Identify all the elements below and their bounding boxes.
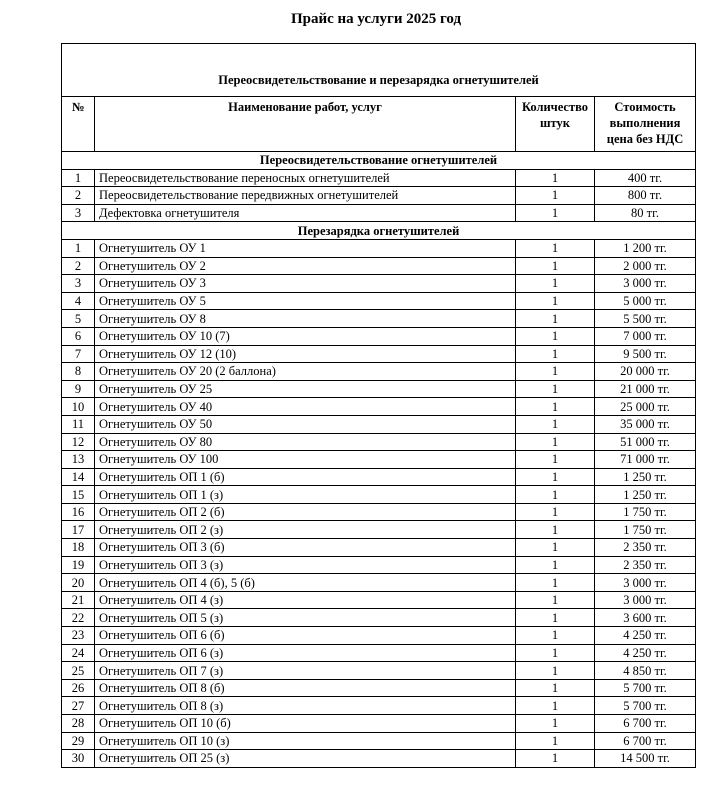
quantity: 1: [516, 627, 595, 645]
service-name: Огнетушитель ОУ 40: [95, 398, 516, 416]
column-header-name: Наименование работ, услуг: [95, 97, 516, 152]
quantity: 1: [516, 257, 595, 275]
column-header-number: №: [62, 97, 95, 152]
price: 4 850 тг.: [595, 662, 696, 680]
row-number: 28: [62, 715, 95, 733]
quantity: 1: [516, 169, 595, 187]
page-title: Прайс на услуги 2025 год: [290, 11, 462, 27]
table-row: [62, 679, 696, 697]
row-number: 4: [62, 292, 95, 310]
service-name: Огнетушитель ОУ 12 (10): [95, 345, 516, 363]
price: 800 тг.: [595, 187, 696, 205]
price: 1 750 тг.: [595, 503, 696, 521]
price: 3 000 тг.: [595, 591, 696, 609]
service-name: Огнетушитель ОП 6 (б): [95, 627, 516, 645]
section-title: Переосвидетельствование огнетушителей: [62, 152, 696, 170]
service-name: Огнетушитель ОП 2 (з): [95, 521, 516, 539]
service-name: Огнетушитель ОП 3 (б): [95, 539, 516, 557]
price-table: [61, 43, 696, 768]
row-number: 20: [62, 574, 95, 592]
price: 400 тг.: [595, 169, 696, 187]
table-row: [62, 310, 696, 328]
row-number: 5: [62, 310, 95, 328]
table-row: [62, 556, 696, 574]
row-number: 25: [62, 662, 95, 680]
table-row: [62, 204, 696, 222]
table-row: [62, 433, 696, 451]
price: 71 000 тг.: [595, 451, 696, 469]
price: 1 750 тг.: [595, 521, 696, 539]
row-number: 15: [62, 486, 95, 504]
table-row: [62, 363, 696, 381]
quantity: 1: [516, 363, 595, 381]
row-number: 26: [62, 679, 95, 697]
table-row: [62, 451, 696, 469]
row-number: 17: [62, 521, 95, 539]
service-name: Огнетушитель ОУ 8: [95, 310, 516, 328]
service-name: Огнетушитель ОУ 20 (2 баллона): [95, 363, 516, 381]
price: 25 000 тг.: [595, 398, 696, 416]
table-row: [62, 574, 696, 592]
service-name: Огнетушитель ОУ 10 (7): [95, 327, 516, 345]
column-header-price: Стоимость выполнения цена без НДС: [595, 97, 696, 152]
table-row: [62, 539, 696, 557]
price: 1 200 тг.: [595, 239, 696, 257]
row-number: 22: [62, 609, 95, 627]
quantity: 1: [516, 468, 595, 486]
table-row: [62, 415, 696, 433]
price-table-body: [62, 44, 696, 768]
service-name: Огнетушитель ОП 8 (б): [95, 679, 516, 697]
table-row: [62, 257, 696, 275]
row-number: 8: [62, 363, 95, 381]
table-row: [62, 503, 696, 521]
service-name: Огнетушитель ОУ 1: [95, 239, 516, 257]
price: 2 000 тг.: [595, 257, 696, 275]
price: 3 000 тг.: [595, 275, 696, 293]
price: 5 700 тг.: [595, 697, 696, 715]
quantity: 1: [516, 662, 595, 680]
quantity: 1: [516, 750, 595, 768]
quantity: 1: [516, 486, 595, 504]
quantity: 1: [516, 609, 595, 627]
service-name: Дефектовка огнетушителя: [95, 204, 516, 222]
table-row: [62, 398, 696, 416]
price: 9 500 тг.: [595, 345, 696, 363]
quantity: 1: [516, 679, 595, 697]
row-number: 11: [62, 415, 95, 433]
section-title: Перезарядка огнетушителей: [62, 222, 696, 240]
price: 14 500 тг.: [595, 750, 696, 768]
quantity: 1: [516, 275, 595, 293]
quantity: 1: [516, 292, 595, 310]
service-name: Огнетушитель ОУ 3: [95, 275, 516, 293]
table-row: [62, 715, 696, 733]
row-number: 12: [62, 433, 95, 451]
row-number: 23: [62, 627, 95, 645]
service-name: Огнетушитель ОП 2 (б): [95, 503, 516, 521]
price: 1 250 тг.: [595, 468, 696, 486]
quantity: 1: [516, 539, 595, 557]
quantity: 1: [516, 591, 595, 609]
quantity: 1: [516, 345, 595, 363]
service-name: Огнетушитель ОУ 100: [95, 451, 516, 469]
price: 20 000 тг.: [595, 363, 696, 381]
table-row: [62, 627, 696, 645]
quantity: 1: [516, 380, 595, 398]
table-row: [62, 380, 696, 398]
service-name: Огнетушитель ОП 7 (з): [95, 662, 516, 680]
row-number: 10: [62, 398, 95, 416]
service-name: Огнетушитель ОП 25 (з): [95, 750, 516, 768]
section-header-row: [62, 152, 696, 170]
quantity: 1: [516, 521, 595, 539]
price: 1 250 тг.: [595, 486, 696, 504]
table-row: [62, 750, 696, 768]
service-name: Огнетушитель ОП 4 (з): [95, 591, 516, 609]
table-row: [62, 609, 696, 627]
price: 5 500 тг.: [595, 310, 696, 328]
row-number: 2: [62, 187, 95, 205]
table-row: [62, 662, 696, 680]
quantity: 1: [516, 644, 595, 662]
service-name: Огнетушитель ОП 1 (б): [95, 468, 516, 486]
service-name: Огнетушитель ОП 10 (б): [95, 715, 516, 733]
table-row: [62, 345, 696, 363]
service-name: Огнетушитель ОП 1 (з): [95, 486, 516, 504]
price: 21 000 тг.: [595, 380, 696, 398]
price: 3 600 тг.: [595, 609, 696, 627]
quantity: 1: [516, 433, 595, 451]
table-row: [62, 468, 696, 486]
service-name: Переосвидетельствование переносных огнетушителей: [95, 169, 516, 187]
price: 80 тг.: [595, 204, 696, 222]
service-name: Огнетушитель ОП 5 (з): [95, 609, 516, 627]
row-number: 16: [62, 503, 95, 521]
row-number: 3: [62, 204, 95, 222]
price: 51 000 тг.: [595, 433, 696, 451]
price: 2 350 тг.: [595, 556, 696, 574]
price: 4 250 тг.: [595, 644, 696, 662]
row-number: 6: [62, 327, 95, 345]
service-name: Огнетушитель ОУ 80: [95, 433, 516, 451]
price: 35 000 тг.: [595, 415, 696, 433]
price: 5 000 тг.: [595, 292, 696, 310]
table-row: [62, 591, 696, 609]
table-row: [62, 169, 696, 187]
service-name: Переосвидетельствование передвижных огнетушителей: [95, 187, 516, 205]
quantity: 1: [516, 451, 595, 469]
row-number: 29: [62, 732, 95, 750]
row-number: 1: [62, 169, 95, 187]
price: 3 000 тг.: [595, 574, 696, 592]
table-row: [62, 239, 696, 257]
table-row: [62, 187, 696, 205]
row-number: 1: [62, 239, 95, 257]
service-name: Огнетушитель ОУ 25: [95, 380, 516, 398]
quantity: 1: [516, 415, 595, 433]
row-number: 27: [62, 697, 95, 715]
row-number: 19: [62, 556, 95, 574]
row-number: 21: [62, 591, 95, 609]
quantity: 1: [516, 574, 595, 592]
quantity: 1: [516, 310, 595, 328]
row-number: 24: [62, 644, 95, 662]
row-number: 7: [62, 345, 95, 363]
row-number: 30: [62, 750, 95, 768]
row-number: 13: [62, 451, 95, 469]
quantity: 1: [516, 327, 595, 345]
price: 5 700 тг.: [595, 679, 696, 697]
quantity: 1: [516, 398, 595, 416]
quantity: 1: [516, 503, 595, 521]
table-row: [62, 521, 696, 539]
column-header-quantity: Количество штук: [516, 97, 595, 152]
table-row: [62, 327, 696, 345]
table-row: [62, 292, 696, 310]
row-number: 3: [62, 275, 95, 293]
service-name: Огнетушитель ОП 6 (з): [95, 644, 516, 662]
row-number: 18: [62, 539, 95, 557]
table-row: [62, 732, 696, 750]
price: 6 700 тг.: [595, 715, 696, 733]
row-number: 9: [62, 380, 95, 398]
table-caption-row: [62, 44, 696, 97]
quantity: 1: [516, 697, 595, 715]
quantity: 1: [516, 204, 595, 222]
table-row: [62, 486, 696, 504]
price: 6 700 тг.: [595, 732, 696, 750]
quantity: 1: [516, 239, 595, 257]
section-header-row: [62, 222, 696, 240]
service-name: Огнетушитель ОП 10 (з): [95, 732, 516, 750]
table-row: [62, 697, 696, 715]
service-name: Огнетушитель ОП 8 (з): [95, 697, 516, 715]
quantity: 1: [516, 732, 595, 750]
price: 2 350 тг.: [595, 539, 696, 557]
service-name: Огнетушитель ОУ 2: [95, 257, 516, 275]
table-caption: Переосвидетельствование и перезарядка огнетушителей: [62, 44, 696, 97]
service-name: Огнетушитель ОУ 5: [95, 292, 516, 310]
service-name: Огнетушитель ОУ 50: [95, 415, 516, 433]
row-number: 2: [62, 257, 95, 275]
row-number: 14: [62, 468, 95, 486]
table-header-row: [62, 97, 696, 152]
quantity: 1: [516, 556, 595, 574]
table-row: [62, 644, 696, 662]
quantity: 1: [516, 715, 595, 733]
quantity: 1: [516, 187, 595, 205]
price: 7 000 тг.: [595, 327, 696, 345]
table-row: [62, 275, 696, 293]
price: 4 250 тг.: [595, 627, 696, 645]
service-name: Огнетушитель ОП 3 (з): [95, 556, 516, 574]
service-name: Огнетушитель ОП 4 (б), 5 (б): [95, 574, 516, 592]
